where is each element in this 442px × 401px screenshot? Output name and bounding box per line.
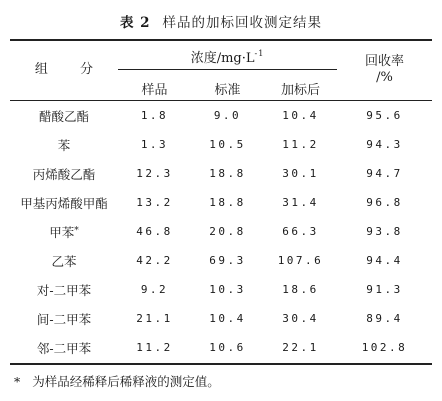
header-sample: 样品 xyxy=(141,83,168,98)
compound-name: 间-二甲苯 xyxy=(36,311,92,327)
cell-standard: 10.3 xyxy=(209,283,246,296)
table-footnote xyxy=(14,372,220,390)
footnote-symbol: * xyxy=(14,374,21,389)
cell-sample: 1.3 xyxy=(140,138,169,151)
cell-rate: 102.8 xyxy=(361,341,408,354)
table-row xyxy=(10,188,432,217)
cell-standard: 10.5 xyxy=(209,138,246,151)
compound-name: 甲基丙烯酸甲酯 xyxy=(20,195,108,211)
table-body xyxy=(10,101,432,362)
cell-rate: 94.7 xyxy=(366,167,403,180)
compound-name: 对-二甲苯 xyxy=(36,282,92,298)
cell-sample: 21.1 xyxy=(136,312,173,325)
table-row xyxy=(10,275,432,304)
cell-spiked: 22.1 xyxy=(282,341,319,354)
cell-compound xyxy=(10,165,118,183)
cell-rate: 94.3 xyxy=(366,138,403,151)
cell-spiked: 66.3 xyxy=(282,225,319,238)
cell-compound xyxy=(10,107,118,125)
cell-compound xyxy=(10,310,118,328)
cell-rate: 91.3 xyxy=(366,283,403,296)
table-title: 样品的加标回收测定结果 xyxy=(162,15,323,31)
cell-standard: 69.3 xyxy=(209,254,246,267)
cell-spiked: 10.4 xyxy=(282,109,319,122)
cell-sample: 9.2 xyxy=(140,283,169,296)
table-row xyxy=(10,246,432,275)
cell-rate: 96.8 xyxy=(366,196,403,209)
footnote-text: 为样品经稀释后稀释液的测定值。 xyxy=(32,374,220,389)
header-spiked: 加标后 xyxy=(280,83,320,98)
compound-name: 苯 xyxy=(57,137,71,153)
compound-name: 甲苯 xyxy=(49,224,75,240)
cell-standard: 18.8 xyxy=(209,196,246,209)
cell-sample: 13.2 xyxy=(136,196,173,209)
table-caption xyxy=(0,11,442,31)
cell-rate: 94.4 xyxy=(366,254,403,267)
header-recovery-rate xyxy=(337,54,432,86)
table-row xyxy=(10,101,432,130)
cell-standard: 20.8 xyxy=(209,225,246,238)
top-rule xyxy=(10,39,432,41)
table-number: 表 2 xyxy=(119,15,151,31)
compound-name: 醋酸乙酯 xyxy=(38,108,89,124)
compound-name: 乙苯 xyxy=(51,253,77,269)
cell-spiked: 30.4 xyxy=(282,312,319,325)
cell-standard: 18.8 xyxy=(209,167,246,180)
cell-sample: 46.8 xyxy=(136,225,173,238)
cell-standard: 10.6 xyxy=(209,341,246,354)
header-concentration xyxy=(118,47,337,66)
concentration-subrule xyxy=(118,69,337,70)
cell-compound xyxy=(10,339,118,357)
table-row xyxy=(10,304,432,333)
header-concentration-label: 浓度/mg·L xyxy=(190,51,255,66)
cell-spiked: 31.4 xyxy=(282,196,319,209)
compound-name: 邻-二甲苯 xyxy=(36,340,92,356)
cell-sample: 12.3 xyxy=(136,167,173,180)
table-row xyxy=(10,130,432,159)
header-group: 组 分 xyxy=(34,62,108,77)
cell-standard: 9.0 xyxy=(213,109,242,122)
header-rate-line1: 回收率 xyxy=(364,54,404,69)
bottom-rule xyxy=(10,363,432,365)
compound-name: 丙烯酸乙酯 xyxy=(32,166,96,182)
cell-rate: 93.8 xyxy=(366,225,403,238)
cell-spiked: 18.6 xyxy=(282,283,319,296)
cell-spiked: 107.6 xyxy=(277,254,324,267)
cell-sample: 1.8 xyxy=(140,109,169,122)
cell-compound xyxy=(10,194,118,212)
cell-compound xyxy=(10,281,118,299)
header-concentration-exponent: -1 xyxy=(254,49,265,58)
cell-compound xyxy=(10,136,118,154)
cell-sample: 11.2 xyxy=(136,341,173,354)
table-row xyxy=(10,217,432,246)
header-standard: 标准 xyxy=(214,83,241,98)
cell-spiked: 11.2 xyxy=(282,138,319,151)
cell-compound xyxy=(10,223,118,241)
cell-rate: 95.6 xyxy=(366,109,403,122)
compound-mark: * xyxy=(74,225,79,236)
cell-standard: 10.4 xyxy=(209,312,246,325)
table-row xyxy=(10,333,432,362)
cell-compound xyxy=(10,252,118,270)
cell-sample: 42.2 xyxy=(136,254,173,267)
table-row xyxy=(10,159,432,188)
header-rate-line2: /% xyxy=(376,70,393,85)
cell-spiked: 30.1 xyxy=(282,167,319,180)
cell-rate: 89.4 xyxy=(366,312,403,325)
